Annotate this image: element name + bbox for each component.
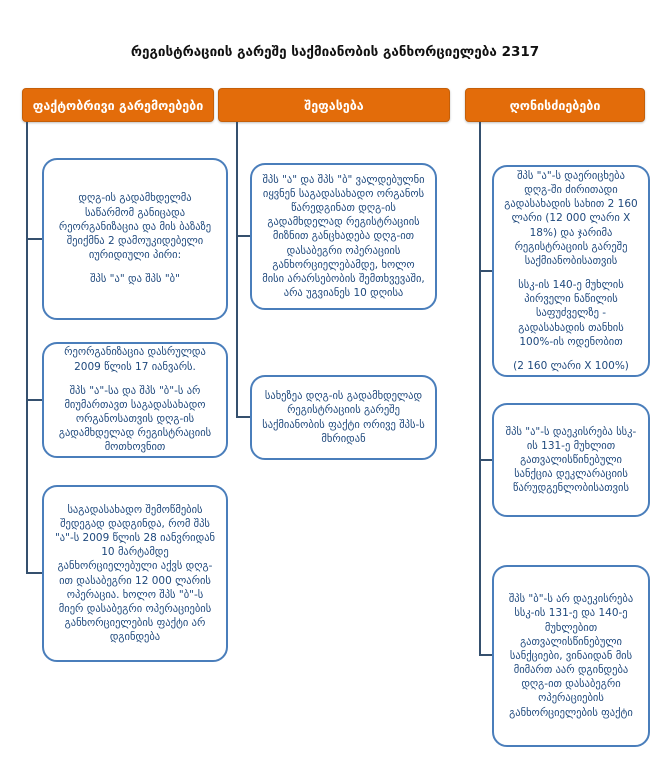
flow-box-measures-3 [492,565,650,747]
flow-box-paragraph: რეორგანიზაცია დასრულდა 2009 წლის 17 იანვარს. [64,346,206,373]
column-header-facts: ფაქტობრივი გარემოებები [22,88,214,122]
connector-stub [479,654,492,656]
diagram-title: რეგისტრაციის გარეშე საქმიანობის განხორციელება 2317 [130,44,540,60]
flow-box-paragraph: შპს "ბ"-ს არ დაეკისრება სსკ-ის 131-ე და 140-ე მუხლებით გათვალისწინებული სანქციები, ვინაიდან მის მიმართ აარ დგინდება დღგ-ით დასაბეგრი ოპერაციების განხორციელების ფაქტი [508,593,634,719]
connector-stub [26,238,42,240]
column-header-assessment: შეფასება [218,88,450,122]
connector-stub [479,270,492,272]
flow-box-paragraph: (2 160 ლარი X 100%) [513,359,629,372]
connector-trunk-col1 [26,122,28,573]
flow-box-paragraph: საგადასახადო შემოწმების შედეგად დადგინდა, რომ შპს "ა"-ს 2009 წლის 28 იანვრიდან 10 მარტამდე განხორციელებული აქვს დღგ-ით დასაბეგრი 12 000 ლარის ოპერაცია. ხოლო შპს "ბ"-ს მიერ დასაბეგრი ოპერაციების განხორციელების ფაქტი არ დგინდება [54,503,216,644]
flow-box-facts-3 [42,485,228,662]
connector-stub [26,572,42,574]
connector-stub [236,235,250,237]
connector-trunk-col3 [479,122,481,656]
flow-box-paragraph: შპს "ა" და შპს "ბ" ვალდებულნი იყვნენ საგადასახადო ორგანოს წარედგინათ დღგ-ის გადამხდელად რეგისტრაციის მიზნით განცხადება დღგ-ით დასაბეგრი ოპერაციის განხორციელებამდე, ხოლო მისი არარსებობის შემთხვევაში, არა უგვიანეს 10 დღისა [262,173,425,300]
flow-box-facts-2 [42,342,228,458]
flow-box-facts-1 [42,158,228,320]
flow-box-assessment-1 [250,163,437,310]
flow-box-measures-2 [492,403,650,517]
connector-stub [236,416,250,418]
flow-box-paragraph: შპს "ა"-ს დაერიცხება დღგ-ში ძირითადი გადასახადის სახით 2 160 ლარი (12 000 ლარი X 18%) და ჯარიმა რეგისტრაციის გარეშე საქმიანობისათვის [504,169,638,267]
flow-box-paragraph: შპს "ა" და შპს "ბ" [90,273,180,286]
connector-trunk-col2 [236,122,238,418]
flow-box-paragraph: შპს "ა"-სა და შპს "ბ"-ს არ მიუმართავთ საგადასახადო ორგანოსათვის დღგ-ის გადამხდელად რეგისტრაციის მოთხოვნით [58,384,212,454]
flow-box-paragraph: შპს "ა"-ს დაეკისრება სსკ-ის 131-ე მუხლით გათვალისწინებული სანქცია დეკლარაციის წარუდგენლობისათვის [505,425,637,495]
connector-stub [479,459,492,461]
flow-box-paragraph: სახეზეა დღგ-ის გადამხდელად რეგისტრაციის გარეშე საქმიანობის ფაქტი ორივე შპს-ს მხრიდან [262,390,425,445]
flow-box-paragraph: სსკ-ის 140-ე მუხლის პირველი ნაწილის საფუძველზე - გადასახადის თანხის 100%-ის ოდენობით [518,279,624,348]
column-header-measures: ღონისძიებები [465,88,645,122]
flow-box-measures-1 [492,165,650,377]
connector-stub [26,399,42,401]
flow-box-assessment-2 [250,375,437,460]
flow-box-paragraph: დღგ-ის გადამხდელმა საწარმომ განიცადა რეორგანიზაცია და მის ბაზაზე შეიქმნა 2 დამოუკიდებელი იურიდიული პირი: [58,192,212,262]
